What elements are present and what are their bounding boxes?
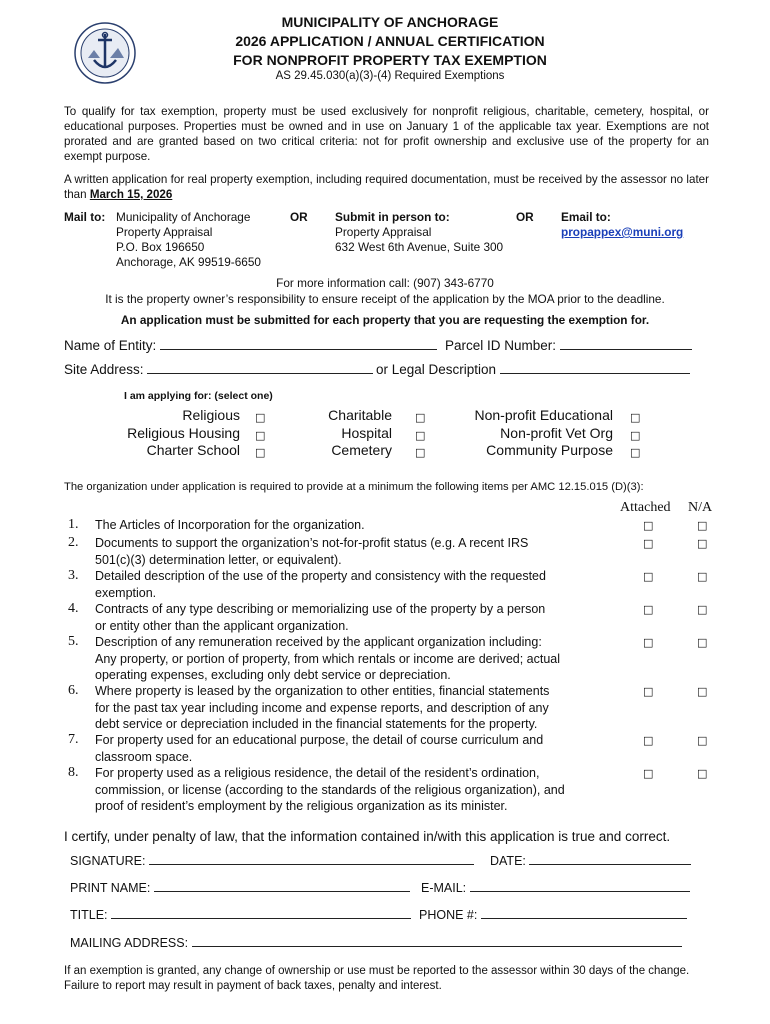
requirement-text (95, 535, 615, 568)
requirement-line: commission, or license (according to the standards of the religious organization), and (95, 782, 565, 797)
person-line: Property Appraisal (335, 225, 432, 239)
option-religious-housing: Religious Housing (127, 424, 240, 441)
checkbox[interactable]: □ (415, 411, 426, 424)
municipality-seal-logo (74, 22, 136, 84)
signature-field[interactable] (70, 854, 474, 868)
option-nonprofit-educational: Non-profit Educational (474, 407, 613, 423)
requirement-text (95, 517, 615, 534)
checkbox[interactable]: □ (255, 446, 266, 459)
requirement-line: 501(c)(3) determination letter, or equivalent). (95, 552, 342, 567)
exemption-column-1 (100, 407, 240, 460)
certification-statement: I certify, under penalty of law, that the information contained in/with this application is true and correct. (64, 829, 671, 844)
checkbox-column-2 (415, 409, 425, 462)
mailing-address-label: MAILING ADDRESS: (70, 936, 189, 950)
date-field[interactable] (490, 854, 691, 868)
requirement-number: 4. (68, 601, 79, 616)
exemption-column-2 (300, 407, 392, 460)
checkbox[interactable]: □ (255, 428, 266, 442)
na-column-header: N/A (688, 500, 713, 515)
requirement-line: Description of any remuneration received by the applicant organization including: (95, 635, 542, 649)
exemption-column-3 (440, 407, 613, 460)
requirement-number: 6. (68, 683, 79, 698)
requirement-text (95, 634, 615, 684)
requirement-number: 3. (68, 568, 79, 583)
requirement-line: Where property is leased by the organization to other entities, financial statements (95, 684, 550, 698)
requirement-line: For property used for an educational purpose, the detail of course curriculum and (95, 733, 544, 747)
email-to-label: Email to: (561, 210, 611, 224)
signature-label: SIGNATURE: (70, 854, 146, 868)
applying-label: I am applying for: (select one) (124, 390, 273, 402)
requirement-text (95, 568, 615, 601)
phone-field[interactable] (419, 908, 687, 922)
title-label: TITLE: (70, 908, 108, 922)
requirement-line: for the past tax year including income and expense reports, and description of any (95, 700, 549, 715)
checkbox-column-1 (255, 409, 265, 462)
mail-line: Municipality of Anchorage (116, 210, 251, 224)
footer-notice: If an exemption is granted, any change of ownership or use must be reported to the assessor within 30 days of the change. Failure to report may result in payment of back taxes, penalty and interest. (64, 965, 690, 992)
statute-subtitle: AS 29.45.030(a)(3)-(4) Required Exemptions (275, 70, 505, 82)
or-separator: OR (290, 210, 308, 224)
na-checkbox[interactable]: □ (697, 685, 708, 698)
requirement-line: exemption. (95, 585, 157, 600)
option-nonprofit-vet-org: Non-profit Vet Org (500, 424, 613, 441)
requirement-number: 1. (68, 517, 79, 532)
requirements-intro: The organization under application is required to provide at a minimum the following items per AMC 12.15.015 (D)(3): (64, 481, 644, 493)
attached-checkbox[interactable]: □ (643, 570, 654, 583)
mail-to-label: Mail to: (64, 210, 106, 224)
na-checkbox[interactable]: □ (697, 570, 708, 583)
requirement-number: 7. (68, 732, 79, 747)
attached-checkbox[interactable]: □ (643, 537, 654, 550)
requirement-line: Contracts of any type describing or memorializing use of the property by a person (95, 602, 546, 616)
na-checkbox[interactable]: □ (697, 537, 708, 550)
checkbox[interactable]: □ (630, 428, 641, 442)
requirement-line: Any property, or portion of property, from which rentals or income are derived; actual (95, 651, 561, 666)
na-checkbox[interactable]: □ (697, 519, 708, 532)
phone-label: PHONE #: (419, 908, 478, 922)
requirement-text (95, 732, 615, 765)
mail-line: P.O. Box 196650 (116, 240, 205, 254)
title-line-1: MUNICIPALITY OF ANCHORAGE (281, 14, 499, 30)
person-line: 632 West 6th Avenue, Suite 300 (335, 240, 504, 254)
na-checkbox[interactable]: □ (697, 636, 708, 649)
requirement-text (95, 683, 615, 733)
email-label: E-MAIL: (421, 881, 467, 895)
owner-responsibility: It is the property owner’s responsibility to ensure receipt of the application by the MOA prior to the deadline. (105, 292, 665, 306)
each-property-notice: An application must be submitted for each property that you are requesting the exemption for. (120, 313, 650, 327)
title-line-3: FOR NONPROFIT PROPERTY TAX EXEMPTION (233, 52, 547, 68)
attached-checkbox[interactable]: □ (643, 767, 654, 780)
title-line-2: 2026 APPLICATION / ANNUAL CERTIFICATION (235, 33, 545, 49)
checkbox[interactable]: □ (255, 411, 266, 424)
attached-checkbox[interactable]: □ (643, 734, 654, 747)
requirement-number: 8. (68, 765, 79, 780)
entity-field[interactable] (64, 338, 437, 353)
attached-checkbox[interactable]: □ (643, 603, 654, 616)
na-checkbox[interactable]: □ (697, 767, 708, 780)
checkbox-column-3 (630, 409, 640, 462)
option-cemetery: Cemetery (331, 442, 392, 458)
requirement-number: 2. (68, 535, 79, 550)
checkbox[interactable]: □ (630, 446, 641, 459)
checkbox[interactable]: □ (415, 428, 426, 442)
entity-label: Name of Entity: (64, 338, 157, 353)
email-field[interactable] (421, 881, 690, 895)
requirement-number: 5. (68, 634, 79, 649)
info-phone: For more information call: (907) 343-6770 (276, 276, 494, 290)
requirement-line: proof of resident’s employment by the religious organization as its minister. (95, 799, 508, 813)
requirement-text (95, 601, 615, 634)
requirement-line: or entity other than the applicant organization. (95, 618, 349, 633)
in-person-label: Submit in person to: (335, 210, 450, 224)
requirement-line: The Articles of Incorporation for the organization. (95, 518, 365, 532)
na-checkbox[interactable]: □ (697, 734, 708, 747)
requirement-line: For property used as a religious residence, the detail of the resident’s ordination, (95, 766, 540, 780)
title-field[interactable] (70, 908, 411, 922)
date-label: DATE: (490, 854, 526, 868)
mailing-address-field[interactable] (70, 936, 682, 950)
requirement-line: debt service or depreciation included in the financial statements for the property. (95, 717, 538, 731)
legal-description-field[interactable] (376, 362, 690, 377)
or-separator: OR (516, 210, 534, 224)
legal-label: or Legal Description (376, 362, 497, 377)
site-address-field[interactable] (64, 362, 373, 377)
print-name-label: PRINT NAME: (70, 881, 151, 895)
attached-column-header: Attached (620, 500, 671, 515)
site-label: Site Address: (64, 362, 144, 377)
deadline-date: March 15, 2026 (89, 188, 173, 201)
in-person-address (335, 225, 503, 255)
requirement-text (95, 765, 615, 815)
mail-line: Anchorage, AK 99519-6650 (116, 255, 261, 269)
print-name-field[interactable] (70, 881, 410, 895)
requirement-line: classroom space. (95, 749, 193, 764)
checkbox[interactable]: □ (415, 446, 426, 459)
mail-address (116, 210, 261, 270)
mail-line: Property Appraisal (116, 225, 213, 239)
attached-checkbox[interactable]: □ (643, 519, 654, 532)
email-link[interactable]: propappex@muni.org (561, 225, 684, 239)
intro-paragraph: To qualify for tax exemption, property must be used exclusively for nonprofit religious, charitable, cemetery, hospital, or educational purposes. Properties must be owned and in use on January 1 of the applicable tax year. Exemptions are not prorated and are granted based on two critical criteria: not for profit ownership and exclusive use of the property for an exempt purpose. (64, 105, 709, 163)
parcel-label: Parcel ID Number: (445, 338, 557, 353)
deadline-paragraph (64, 172, 709, 202)
deadline-text: A written application for real property exemption, including required documentation, must be received by the assessor no later than (64, 173, 709, 201)
na-checkbox[interactable]: □ (697, 603, 708, 616)
option-charitable: Charitable (328, 407, 392, 423)
attached-checkbox[interactable]: □ (643, 685, 654, 698)
parcel-field[interactable] (445, 338, 692, 353)
option-religious: Religious (182, 407, 240, 423)
option-hospital: Hospital (341, 424, 392, 441)
checkbox[interactable]: □ (630, 411, 641, 424)
option-charter-school: Charter School (146, 442, 240, 458)
attached-checkbox[interactable]: □ (643, 636, 654, 649)
requirement-line: operating expenses, excluding only debt service or depreciation. (95, 668, 451, 682)
requirement-line: Documents to support the organization’s not-for-profit status (e.g. A recent IRS (95, 536, 529, 550)
requirement-line: Detailed description of the use of the property and consistency with the requested (95, 569, 546, 583)
option-community-purpose: Community Purpose (486, 442, 613, 458)
